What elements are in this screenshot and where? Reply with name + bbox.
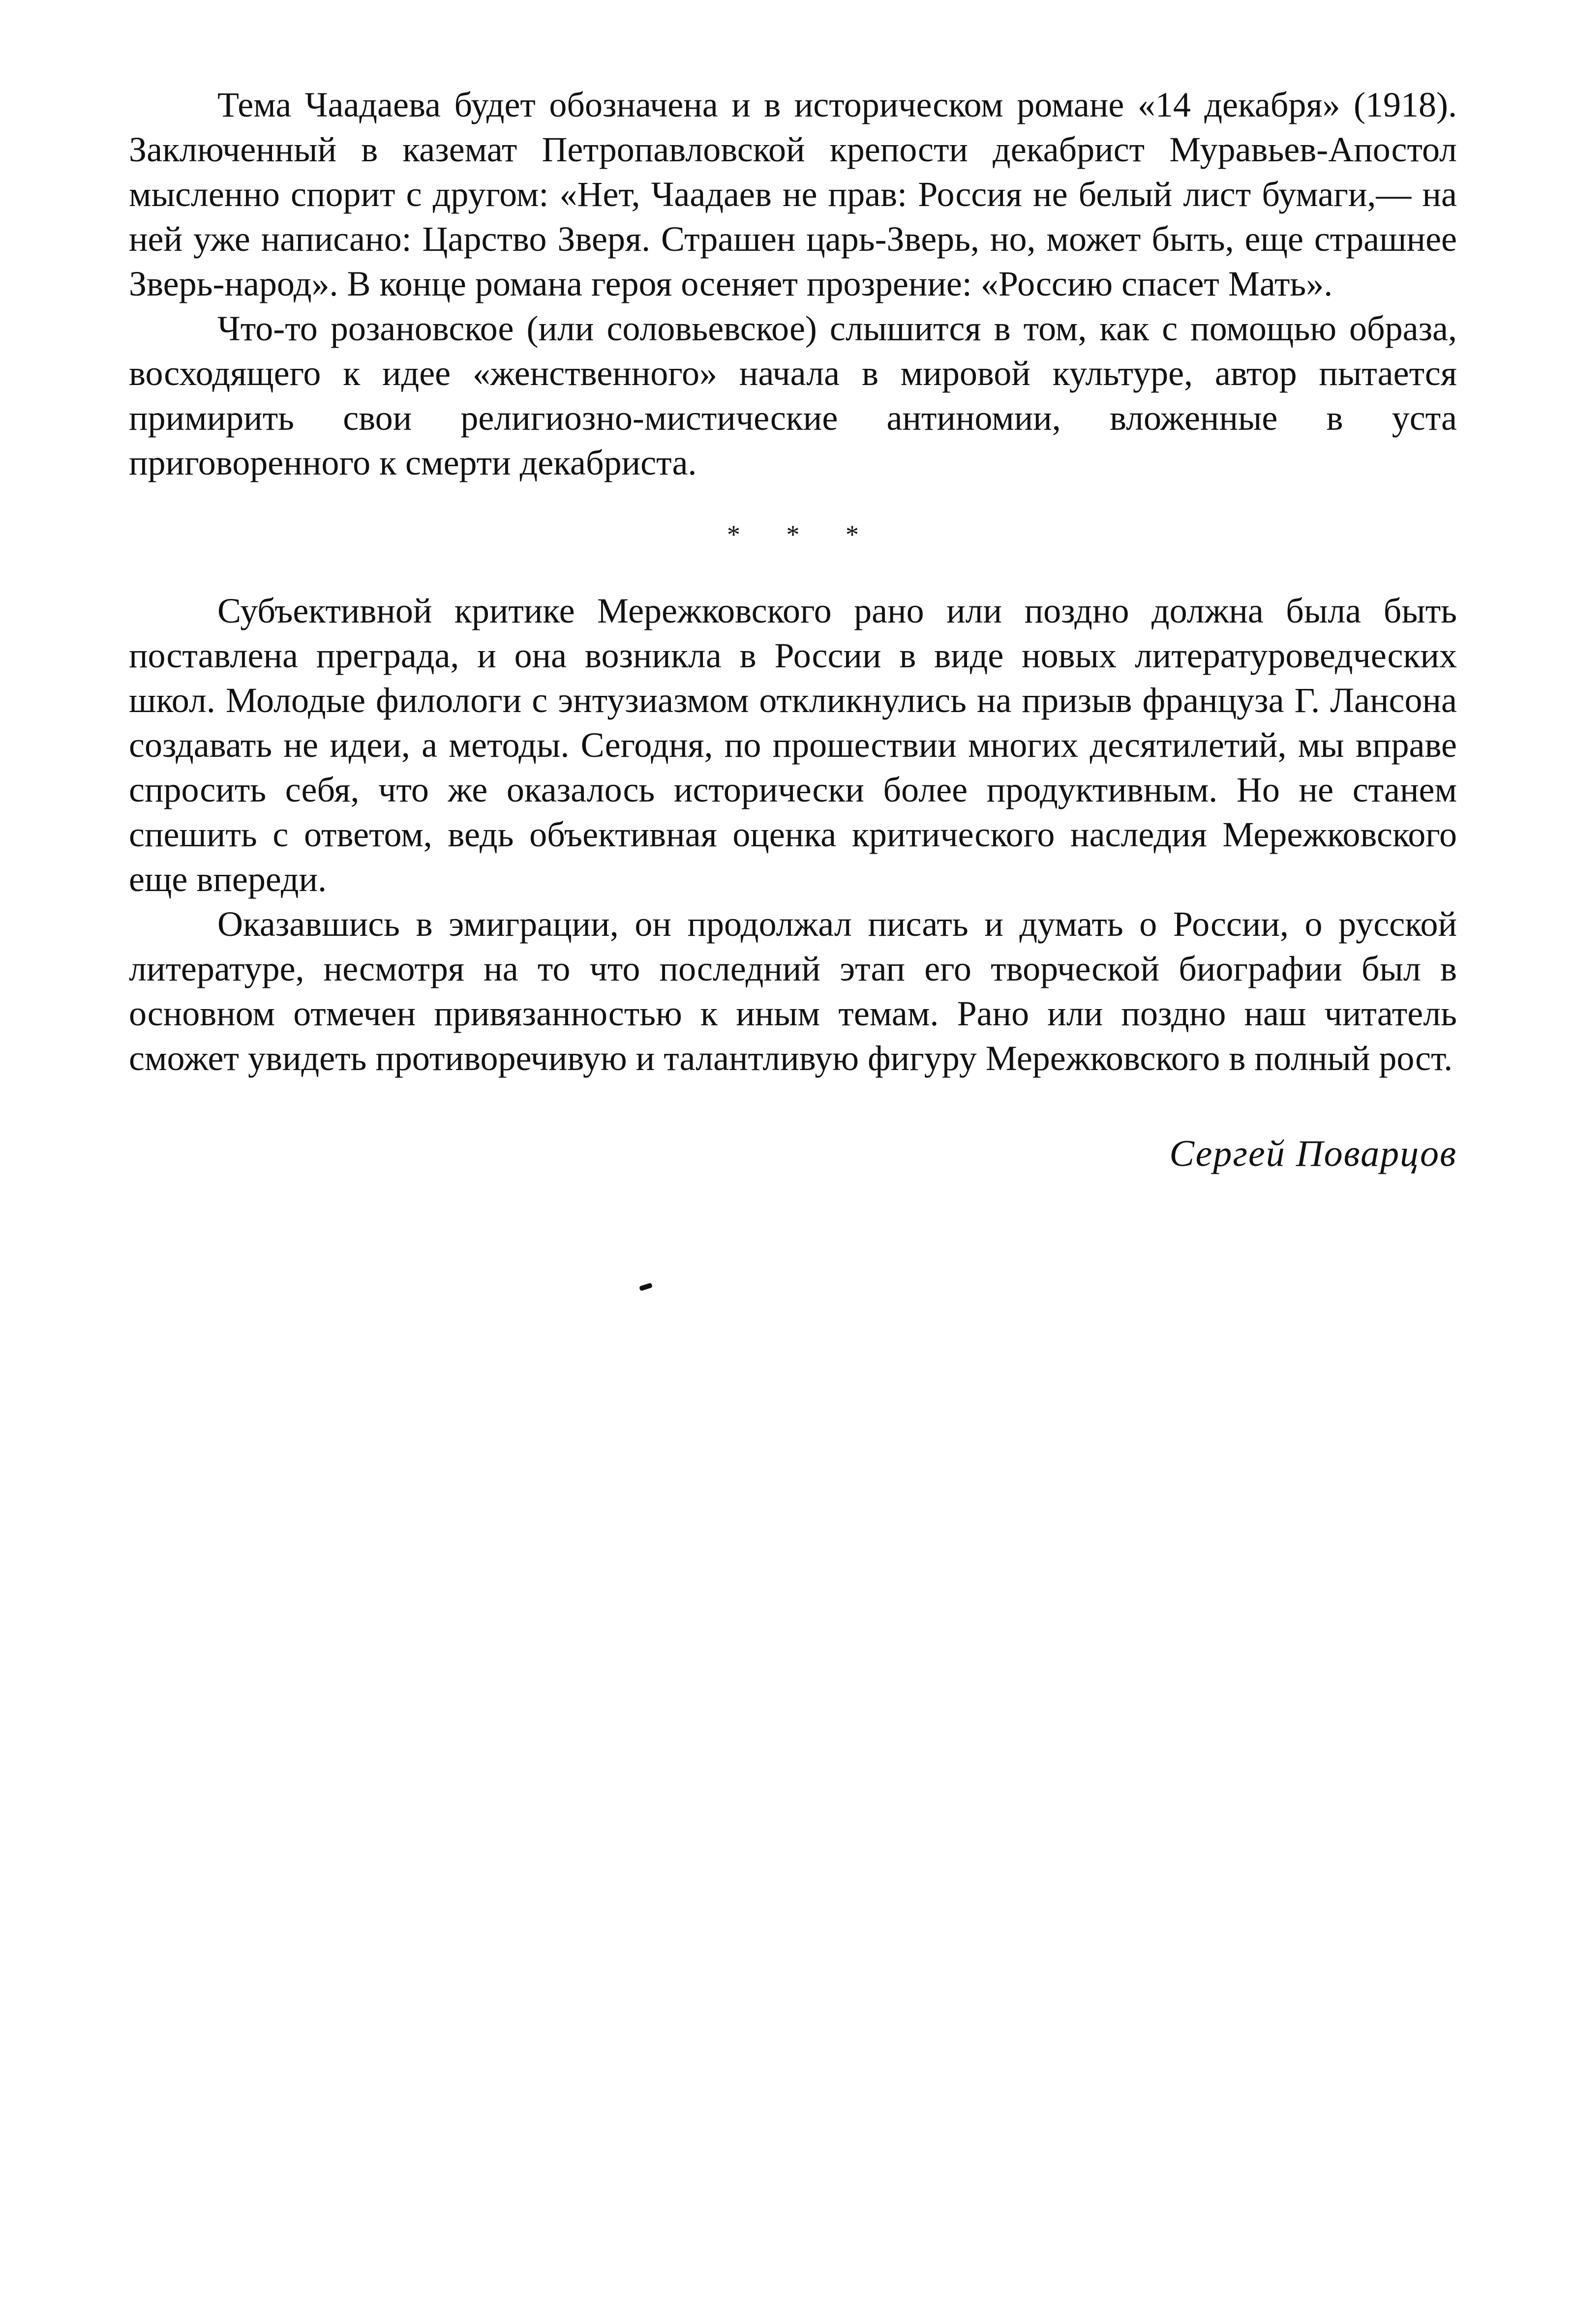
paragraph-chaadaev-theme: Тема Чаадаева будет обозначена и в историческом романе «14 декабря» (1918). Заключенный в каземат Петропавловской крепости декабрист Муравьев-Апостол мысленно спорит с другом: «Нет, Чаадаев не прав: Россия не белый лист бумаги,— на ней уже написано: Царство Зверя. Страшен царь-Зверь, но, может быть, еще страшнее Зверь-народ». В конце романа героя осеняет прозрение: «Россию спасет Мать». (129, 85, 1457, 303)
document-page (129, 83, 1457, 1177)
section-divider: * * * (727, 520, 878, 549)
paragraph-subjective-criticism: Субъективной критике Мережковского рано или поздно должна была быть поставлена преграда, и она возникла в России в виде новых литературоведческих школ. Молодые филологи с энтузиазмом откликнулись на призыв француза Г. Лансона создавать не идеи, а методы. Сегодня, по прошествии многих десятилетий, мы вправе спросить себя, что же оказалось исторически более продуктивным. Но не станем спешить с ответом, ведь объективная оценка критического наследия Мережковского еще впереди. (129, 591, 1457, 899)
print-speck-mark (639, 1282, 653, 1291)
paragraph-rozanov-motif: Что-то розановское (или соловьевское) слышится в том, как с помощью образа, восходящего к идее «женственного» начала в мировой культуре, автор пытается примирить свои религиозно-мистические антиномии, вложенные в уста приговоренного к смерти декабриста. (129, 309, 1457, 482)
author-signature: Сергей Поварцов (1169, 1133, 1457, 1174)
paragraph-emigration: Оказавшись в эмиграции, он продолжал писать и думать о России, о русской литературе, несмотря на то что последний этап его творческой биографии был в основном отмечен привязанностью к иным темам. Рано или поздно наш читатель сможет увидеть противоречивую и талантливую фигуру Мережковского в полный рост. (129, 904, 1457, 1078)
